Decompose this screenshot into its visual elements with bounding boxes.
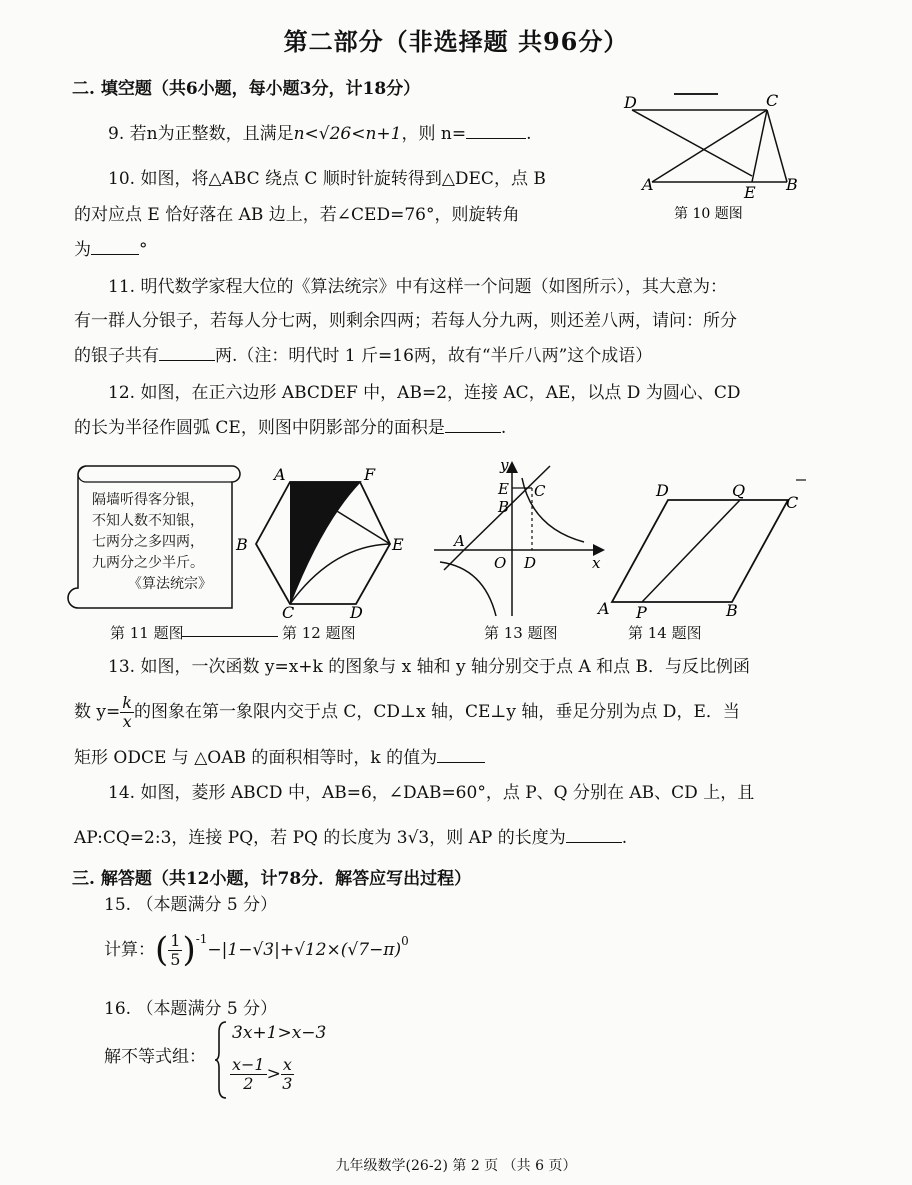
q10-text-b: °: [139, 240, 148, 260]
q13-line2: [74, 690, 740, 734]
q14-line1: 14. 如图，菱形 ABCD 中，AB=6，∠DAB=60°，点 P、Q 分别在 AB、CD 上，且: [108, 783, 755, 803]
q9-ineq: n<√26<n+1: [293, 124, 402, 144]
fig13-label-x: x: [592, 554, 601, 572]
fig12-label-f: F: [364, 465, 376, 484]
q15-prompt: 计算：: [104, 940, 155, 960]
q16-header: 16. （本题满分 5 分）: [104, 999, 278, 1019]
q10-answer-blank[interactable]: [91, 238, 139, 255]
fig13-label-c: C: [534, 482, 546, 500]
fig12-label-c: C: [282, 603, 295, 620]
q13-frac-den: x: [122, 711, 132, 731]
fig12-label-e: E: [392, 535, 404, 554]
q15-exponent-1: -1: [195, 932, 208, 946]
fig10-label-c: C: [766, 91, 779, 110]
section2-heading: 二. 填空题（共6小题，每小题3分，计18分）: [72, 79, 421, 99]
q11-line1: 11. 明代数学家程大位的《算法统宗》中有这样一个问题（如图所示），其大意为：: [108, 277, 727, 297]
q9-text-a: 9. 若n为正整数，且满足: [108, 124, 294, 144]
fig-caption-rule: [182, 636, 278, 637]
q16-operator: >: [266, 1064, 281, 1084]
q14-text-b: .: [621, 828, 628, 848]
q16-ineq2: [230, 1052, 294, 1096]
q11-text-a: 的银子共有: [74, 346, 159, 366]
figure-14: [596, 470, 806, 620]
q16-ineq1: 3x+1>x−3: [232, 1023, 327, 1043]
q13-text-a: 数 y=: [74, 702, 121, 722]
fig14-label-c: C: [786, 493, 799, 512]
q11-text-b: 两.（注：明代时 1 斤=16两，故有“半斤八两”这个成语）: [215, 346, 653, 366]
q10-line1: 10. 如图，将△ABC 绕点 C 顺时针旋转得到△DEC，点 B: [108, 169, 546, 189]
fig10-label-e: E: [744, 183, 756, 202]
fig11-poem-line: 隔墙听得客分银，: [92, 492, 204, 508]
q16-frac-left-num: x−1: [232, 1054, 265, 1074]
fig11-poem-line: 不知人数不知银，: [92, 513, 204, 529]
q12-text-a: 的长为半径作圆弧 CE，则图中阴影部分的面积是: [74, 418, 445, 438]
section3-heading: 三. 解答题（共12小题，计78分．解答应写出过程）: [72, 869, 472, 889]
fig13-label-e: E: [498, 480, 509, 498]
q15-expression: [104, 926, 409, 974]
fig10-label-b: B: [786, 175, 798, 194]
q16-brace: [214, 1020, 228, 1100]
q16-frac-left-den: 2: [243, 1073, 254, 1093]
q15-exponent-2: 0: [401, 934, 409, 948]
fig12-label-d: D: [350, 603, 363, 620]
fig12-label-a: A: [274, 465, 286, 484]
q10-text-a: 为: [74, 240, 91, 260]
page-title: 第二部分（非选择题 共96分）: [283, 27, 629, 56]
q15-header: 15. （本题满分 5 分）: [104, 895, 278, 915]
q11-answer-blank[interactable]: [159, 344, 215, 361]
q13-text: 矩形 ODCE 与 △OAB 的面积相等时，k 的值为: [74, 748, 438, 768]
fig11-poem-line: 九两分之少半斤。: [92, 555, 204, 571]
fig14-label-a: A: [598, 599, 610, 618]
q9-text-b: ，则 n=: [401, 124, 467, 144]
q13-line3: [74, 746, 485, 769]
fig11-poem-line: 七两分之多四两，: [92, 534, 204, 550]
q12-answer-blank[interactable]: [445, 416, 501, 433]
figure-13: [424, 456, 614, 624]
q12-line1: 12. 如图，在正六边形 ABCDEF 中，AB=2，连接 AC，AE，以点 D 为圆心、CD: [108, 383, 741, 403]
q13-line1: 13. 如图，一次函数 y=x+k 的图象与 x 轴和 y 轴分别交于点 A 和点 B．与反比例函: [108, 657, 751, 677]
q13-answer-blank[interactable]: [437, 746, 485, 763]
q15-right-paren: ): [182, 930, 196, 970]
page-footer: 九年级数学(26-2) 第 2 页 （共 6 页）: [335, 1158, 577, 1174]
q13-frac-num: k: [122, 692, 132, 712]
q9-end: .: [526, 124, 532, 144]
fig13-label-y: y: [500, 456, 509, 474]
q12-text-b: .: [500, 418, 507, 438]
fig10-caption: 第 10 题图: [674, 206, 743, 222]
q14-line2: [74, 826, 627, 849]
fig12-caption: 第 12 题图: [282, 624, 356, 642]
q15-frac-num: 1: [170, 930, 181, 950]
question-9: [108, 122, 532, 145]
fig13-caption: 第 13 题图: [484, 624, 558, 642]
fig14-label-b: B: [726, 601, 738, 620]
q16-prompt: 解不等式组：: [104, 1047, 206, 1067]
fig13-label-o: O: [494, 554, 507, 572]
fig14-caption: 第 14 题图: [628, 624, 702, 642]
q15-frac-den: 5: [170, 949, 181, 969]
fig14-label-q: Q: [732, 481, 746, 500]
fig11-poem-source: 《算法统宗》: [128, 576, 212, 592]
q16-frac-right-num: x: [282, 1054, 292, 1074]
q11-line3: [74, 344, 652, 367]
q13-fraction: [120, 694, 134, 731]
q12-line2: [74, 416, 506, 439]
q15-rest: −|1−√3|+√12×(√7−π): [207, 940, 402, 960]
q15-fraction: [168, 932, 182, 969]
fig11-caption: 第 11 题图: [110, 624, 184, 642]
q15-left-paren: (: [155, 930, 169, 970]
q9-answer-blank[interactable]: [466, 122, 526, 139]
fig13-label-b: B: [498, 498, 510, 516]
fig13-label-d: D: [524, 554, 537, 572]
q10-line3: [74, 238, 148, 261]
q16-frac-right: [281, 1056, 294, 1093]
fig13-label-a: A: [454, 532, 465, 550]
fig10-label-d: D: [624, 93, 637, 112]
fig10-label-a: A: [642, 175, 654, 194]
q14-answer-blank[interactable]: [566, 826, 622, 843]
q10-line2: 的对应点 E 恰好落在 AB 边上，若∠CED=76°，则旋转角: [74, 205, 520, 225]
figure-12: [232, 462, 412, 620]
q16-frac-left: [230, 1056, 267, 1093]
q14-text-a: AP:CQ=2:3，连接 PQ，若 PQ 的长度为 3√3，则 AP 的长度为: [74, 828, 566, 848]
fig14-label-d: D: [656, 481, 669, 500]
q16-frac-right-den: 3: [282, 1073, 293, 1093]
figure-10: [612, 82, 817, 232]
fig12-label-b: B: [236, 535, 248, 554]
fig11-poem: [92, 490, 212, 595]
q11-line2: 有一群人分银子，若每人分七两，则剩余四两；若每人分九两，则还差八两，请问：所分: [74, 311, 737, 331]
fig14-label-p: P: [636, 603, 647, 620]
q13-text-b: 的图象在第一象限内交于点 C，CD⊥x 轴，CE⊥y 轴，垂足分别为点 D，E．当: [133, 702, 740, 722]
